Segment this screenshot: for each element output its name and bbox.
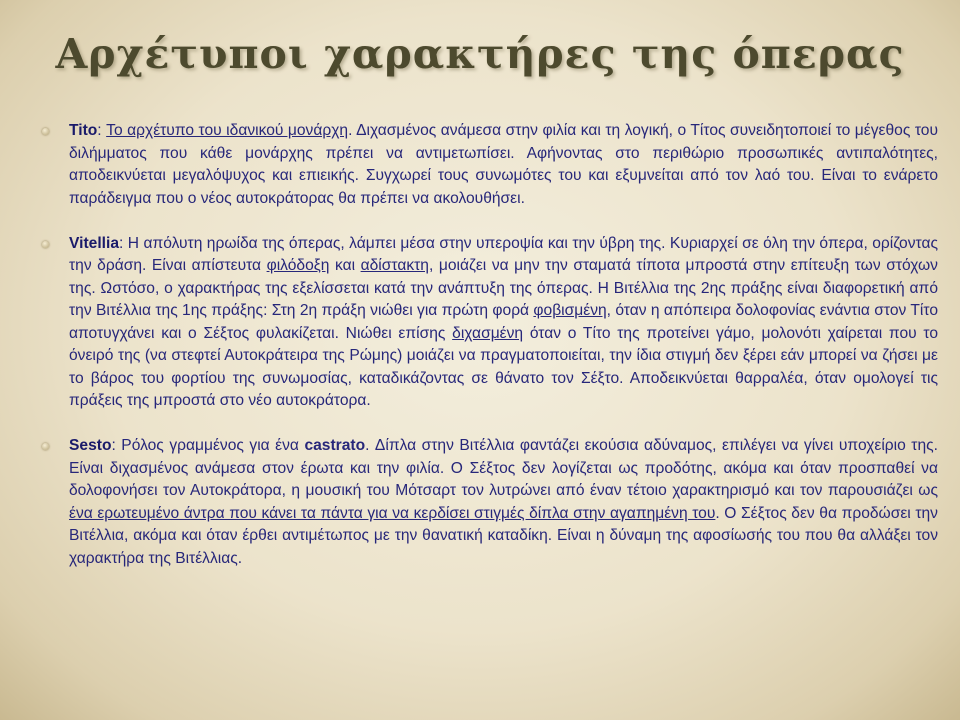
hyperlink-ideal-monarch[interactable]: Το αρχέτυπο του ιδανικού μονάρχη [106, 122, 349, 139]
paragraph-text: . Διχασμένος ανάμεσα στην φιλία και τη λογική, ο Τίτος συνειδητοποιεί το μέγεθος του διλήμματος που κάθε μονάρχης πρέπει να αντιμετωπίσει. Αφήνοντας στο περιθώριο προσωπικές αντιπαλότητες, αποδεικνύεται μεγαλόψυχος και επιεικής. Συγχωρεί τους συνωμότες του και εξυμνείται από τον λαό του. Είναι το ενάρετο παράδειγμα που ο νέος αυτοκράτορας θα πρέπει να ακολουθήσει. [69, 122, 938, 207]
character-name-vitellia: Vitellia [69, 234, 119, 252]
paragraph-tito [69, 120, 938, 210]
separator: : [119, 234, 128, 252]
separator: : [111, 437, 122, 454]
paragraph-sesto [69, 435, 938, 570]
slide-title: Αρχέτυποι χαρακτήρες της όπερας [55, 30, 905, 78]
paragraph-text: Ρόλος γραμμένος για ένα [121, 437, 305, 454]
paragraph-text: . Ο Σέξτος δεν θα προδώσει την Βιτέλλια, ακόμα και όταν έρθει αντιμέτωπος με την θανατική καταδίκη. Είναι η δύναμη της αφοσίωσής του που θα αλλάξει τον χαρακτήρα της Βιτέλλιας. [69, 504, 938, 567]
hyperlink-frightened[interactable]: φοβισμένη [533, 302, 607, 319]
character-name-tito: Tito [69, 122, 98, 139]
bullet-icon [42, 128, 49, 135]
paragraph-text: , μοιάζει να μην την σταματά τίποτα μπροστά στην επίτευξη των στόχων της. Ωστόσο, ο χαρακτήρας της εξελίσσεται κατά την ανάπτυξη της όπερας. Η Βιτέλλια της 2ης πράξης είναι διαφορετική από την Βιτέλλια της 1ης πράξης: Στη 2η πράξη νιώθει για πρώτη φορά [69, 257, 938, 319]
hyperlink-lover[interactable]: ένα ερωτευμένο άντρα που κάνει τα πάντα για να κερδίσει στιγμές δίπλα στην αγαπημένη του [69, 504, 716, 522]
paragraph-text: και [329, 257, 361, 274]
paragraph-text: όταν ο Τίτο της προτείνει γάμο, μολονότι χαίρεται που το όνειρό της (να στεφτεί Αυτοκράτειρα της Ρώμης) μοιάζει να πραγματοποιείται, την ίδια στιγμή δεν ξέρει εάν μπορεί να ζήσει με το βάρος του φορτίου της συνωμοσίας, καταδικάζοντας σε θάνατο τον Σέξτο. Αποδεικνύεται θαρραλέα, όταν ομολογεί τις πράξεις της μπροστά στο νέο αυτοκράτορα. [69, 324, 938, 409]
hyperlink-ruthless[interactable]: αδίστακτη [360, 257, 429, 274]
term-castrato: castrato [304, 437, 366, 454]
paragraph-text: . Δίπλα στην Βιτέλλια φαντάζει εκούσια αδύναμος, επιλέγει να γίνει υποχείριο της. Είναι διχασμένος ανάμεσα στον έρωτα και την φιλία. Ο Σέξτος δεν λογίζεται ως προδότης, ακόμα και όταν προσπαθεί να δολοφονήσει τον Αυτοκράτορα, η μουσική του Μότσαρτ τον λυτρώνει από έναν τέτοιο χαρακτηρισμό και τον παρουσιάζει ως [69, 437, 938, 499]
slide-body [69, 120, 938, 593]
bullet-icon [42, 443, 49, 450]
paragraph-text: , όταν η απόπειρα δολοφονίας ενάντια στον Τίτο αποτυγχάνει και ο Σέξτος φυλακίζεται. Νιώθει επίσης [69, 302, 938, 342]
hyperlink-ambitious[interactable]: φιλόδοξη [266, 257, 330, 274]
bullet-icon [42, 241, 49, 248]
separator: : [97, 122, 107, 139]
paragraph-vitellia [69, 233, 938, 413]
character-name-sesto: Sesto [69, 437, 112, 454]
hyperlink-torn[interactable]: διχασμένη [452, 324, 524, 342]
paragraph-text: Η απόλυτη ηρωίδα της όπερας, λάμπει μέσα στην υπεροψία και την ύβρη της. Κυριαρχεί σε όλη την όπερα, ορίζοντας την δράση. Είναι απίστευτα [69, 234, 938, 274]
